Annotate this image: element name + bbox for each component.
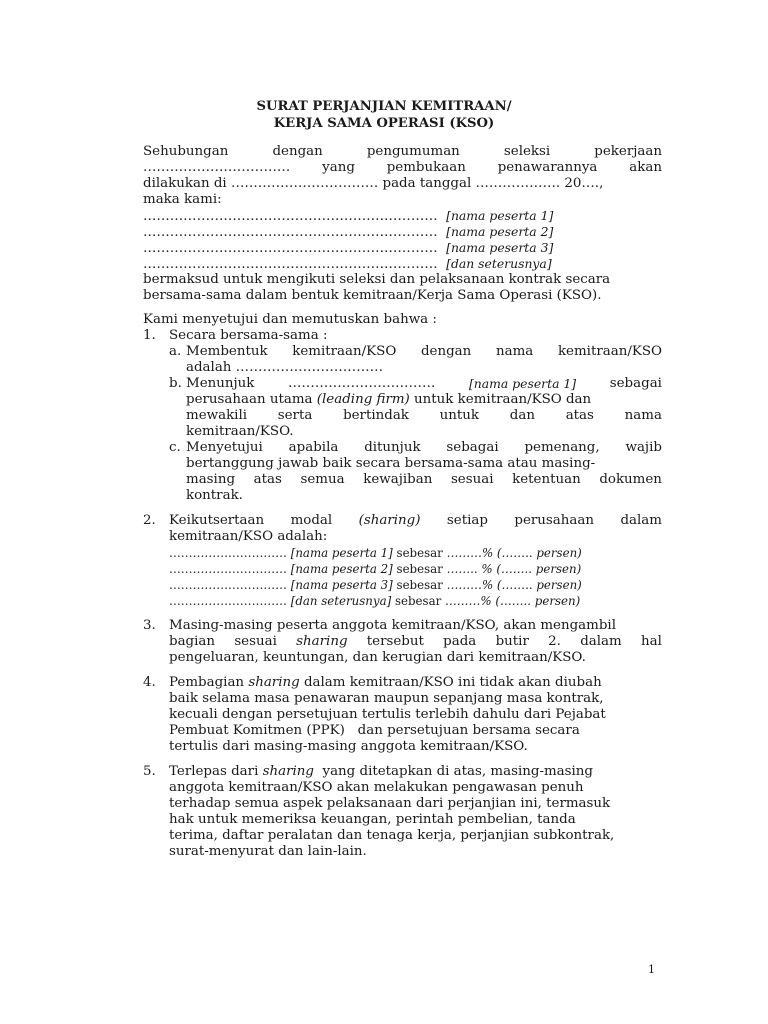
- sharing-row: ………………………… [dan seterusnya] sebesar ………% (…….. persen): [169, 594, 581, 608]
- item-1b-line-4: kemitraan/KSO.: [186, 424, 294, 439]
- item-1b-line-3: mewakili serta bertindak untuk dan atas nama: [186, 408, 662, 423]
- page-number: 1: [648, 963, 655, 976]
- purpose-line-2: bersama-sama dalam bentuk kemitraan/Kerja Sama Operasi (KSO).: [143, 288, 602, 303]
- item-1a-line-1: Membentuk kemitraan/KSO dengan nama kemitraan/KSO: [186, 344, 662, 359]
- intro-line-3: dilakukan di …………………………… pada tanggal ………………. 20….,: [143, 176, 604, 191]
- intro-line-2: …………………………… yang pembukaan penawarannya akan: [143, 160, 662, 175]
- item-2-line-1: Keikutsertaan modal (sharing) setiap perusahaan dalam: [169, 513, 662, 528]
- participant-row: ………………………………………………………… [nama peserta 1]: [143, 208, 554, 224]
- item-5-number: 5.: [143, 764, 156, 779]
- item-5-line-1: Terlepas dari sharing yang ditetapkan di atas, masing-masing: [169, 764, 594, 779]
- item-4-line-1: Pembagian sharing dalam kemitraan/KSO ini tidak akan diubah: [169, 675, 602, 690]
- participant-row: ………………………………………………………… [nama peserta 3]: [143, 240, 554, 256]
- sharing-row: ………………………… [nama peserta 2] sebesar …….. % (…….. persen): [169, 562, 582, 576]
- item-3-number: 3.: [143, 618, 156, 633]
- intro-line-4: maka kami:: [143, 192, 222, 207]
- item-3-line-1: Masing-masing peserta anggota kemitraan/KSO, akan mengambil: [169, 618, 616, 633]
- item-5-line-6: surat-menyurat dan lain-lain.: [169, 844, 367, 859]
- item-1a-label: a.: [169, 344, 182, 359]
- item-1c-line-3: masing atas semua kewajiban sesuai ketentuan dokumen: [186, 472, 662, 487]
- item-4-line-5: tertulis dari masing-masing anggota kemitraan/KSO.: [169, 739, 528, 754]
- item-4-line-3: kecuali dengan persetujuan tertulis terlebih dahulu dari Pejabat: [169, 707, 606, 722]
- title-line-2: KERJA SAMA OPERASI (KSO): [273, 116, 495, 131]
- agree-line: Kami menyetujui dan memutuskan bahwa :: [143, 312, 437, 327]
- item-3-line-3: pengeluaran, keuntungan, dan kerugian dari kemitraan/KSO.: [169, 650, 586, 665]
- item-5-line-4: hak untuk memeriksa keuangan, perintah pembelian, tanda: [169, 812, 576, 827]
- item-2-number: 2.: [143, 513, 156, 528]
- item-1c-line-4: kontrak.: [186, 488, 243, 503]
- item-4-line-4: Pembuat Komitmen (PPK) dan persetujuan bersama secara: [169, 723, 580, 738]
- item-4-line-2: baik selama masa penawaran maupun sepanjang masa kontrak,: [169, 691, 604, 706]
- item-1-heading: Secara bersama-sama :: [169, 328, 328, 343]
- title-line-1: SURAT PERJANJIAN KEMITRAAN/: [256, 99, 512, 114]
- participant-row: ………………………………………………………… [dan seterusnya]: [143, 256, 552, 272]
- intro-line-1: Sehubungan dengan pengumuman seleksi pekerjaan: [143, 144, 662, 159]
- item-2-line-2: kemitraan/KSO adalah:: [169, 529, 328, 544]
- item-1b-line-1: Menunjuk …………………………… [nama peserta 1] sebagai: [186, 376, 662, 391]
- item-1-number: 1.: [143, 328, 156, 343]
- item-1c-line-2: bertanggung jawab baik secara bersama-sama atau masing-: [186, 456, 596, 471]
- item-1b-label: b.: [169, 376, 182, 391]
- sharing-row: ………………………… [nama peserta 3] sebesar ………% (…….. persen): [169, 578, 582, 592]
- item-3-line-2: bagian sesuai sharing tersebut pada butir 2. dalam hal: [169, 634, 662, 649]
- item-1c-line-1: Menyetujui apabila ditunjuk sebagai pemenang, wajib: [186, 440, 662, 455]
- sharing-row: ………………………… [nama peserta 1] sebesar ………% (…….. persen): [169, 546, 582, 560]
- item-1c-label: c.: [169, 440, 181, 455]
- item-5-line-3: terhadap semua aspek pelaksanaan dari perjanjian ini, termasuk: [169, 796, 611, 811]
- item-1a-line-2: adalah ……………………………: [186, 360, 383, 375]
- item-5-line-5: terima, daftar peralatan dan tenaga kerja, perjanjian subkontrak,: [169, 828, 615, 843]
- item-4-number: 4.: [143, 675, 156, 690]
- item-1b-line-2: perusahaan utama (leading firm) untuk kemitraan/KSO dan: [186, 392, 592, 407]
- purpose-line-1: bermaksud untuk mengikuti seleksi dan pelaksanaan kontrak secara: [143, 272, 611, 287]
- item-5-line-2: anggota kemitraan/KSO akan melakukan pengawasan penuh: [169, 780, 584, 795]
- participant-row: ………………………………………………………… [nama peserta 2]: [143, 224, 554, 240]
